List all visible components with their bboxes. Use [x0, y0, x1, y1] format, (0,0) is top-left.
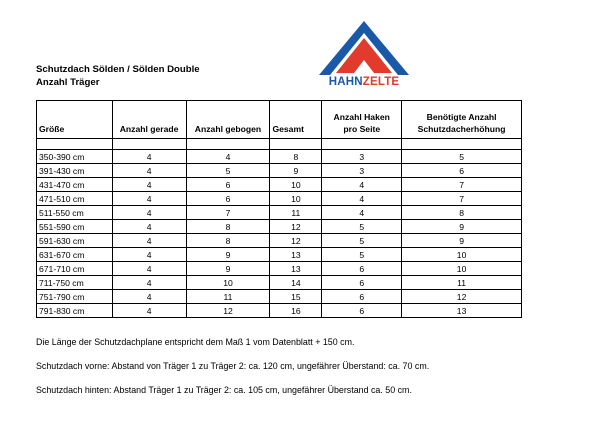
table-row: [37, 206, 522, 220]
cell-needed: 13: [402, 304, 522, 318]
cell-straight: 4: [112, 206, 186, 220]
spacer-cell: [270, 139, 322, 150]
cell-straight: 4: [112, 192, 186, 206]
cell-straight: 4: [112, 220, 186, 234]
table-header-row: [37, 101, 522, 139]
table-row: [37, 276, 522, 290]
header-total: Gesamt: [270, 101, 322, 139]
table-row: [37, 220, 522, 234]
cell-needed: 11: [402, 276, 522, 290]
cell-straight: 4: [112, 262, 186, 276]
cell-size: 751-790 cm: [37, 290, 113, 304]
cell-total: 9: [270, 164, 322, 178]
note-rear-roof: Schutzdach hinten: Abstand Träger 1 zu Träger 2: ca. 105 cm, ungefährer Überstand ca. 50 cm.: [36, 385, 412, 395]
cell-size: 711-750 cm: [37, 276, 113, 290]
table-row: [37, 178, 522, 192]
header-needed-line1: Benötigte Anzahl: [426, 112, 497, 122]
spacer-cell: [186, 139, 270, 150]
cell-bent: 6: [186, 178, 270, 192]
cell-bent: 10: [186, 276, 270, 290]
header-size: Größe: [37, 101, 113, 139]
table-row: [37, 150, 522, 164]
document-subtitle: Anzahl Träger: [36, 77, 100, 88]
cell-needed: 7: [402, 192, 522, 206]
document-title: Schutzdach Sölden / Sölden Double: [36, 64, 200, 75]
notes-section: [36, 336, 429, 408]
cell-straight: 4: [112, 248, 186, 262]
cell-straight: 4: [112, 178, 186, 192]
cell-bent: 11: [186, 290, 270, 304]
cell-total: 10: [270, 192, 322, 206]
table-row: [37, 234, 522, 248]
cell-bent: 7: [186, 206, 270, 220]
cell-straight: 4: [112, 164, 186, 178]
cell-needed: 9: [402, 220, 522, 234]
cell-hooks: 5: [322, 234, 402, 248]
cell-total: 12: [270, 234, 322, 248]
table-row: [37, 262, 522, 276]
cell-hooks: 5: [322, 220, 402, 234]
cell-total: 8: [270, 150, 322, 164]
cell-hooks: 6: [322, 290, 402, 304]
header-hooks: [322, 101, 402, 139]
cell-total: 13: [270, 248, 322, 262]
cell-bent: 8: [186, 220, 270, 234]
cell-total: 12: [270, 220, 322, 234]
table-row: [37, 304, 522, 318]
cell-bent: 4: [186, 150, 270, 164]
cell-total: 11: [270, 206, 322, 220]
cell-needed: 10: [402, 248, 522, 262]
cell-hooks: 4: [322, 178, 402, 192]
cell-size: 431-470 cm: [37, 178, 113, 192]
cell-hooks: 6: [322, 304, 402, 318]
hahnzelte-logo: [318, 20, 410, 98]
cell-size: 671-710 cm: [37, 262, 113, 276]
cell-hooks: 4: [322, 192, 402, 206]
cell-total: 13: [270, 262, 322, 276]
cell-hooks: 5: [322, 248, 402, 262]
cell-needed: 6: [402, 164, 522, 178]
header-needed-line2: Schutzdacherhöhung: [417, 124, 506, 134]
cell-bent: 6: [186, 192, 270, 206]
header-bent: Anzahl gebogen: [186, 101, 270, 139]
cell-size: 791-830 cm: [37, 304, 113, 318]
logo-wordmark-hahn: HAHN: [328, 76, 363, 88]
header-hooks-line1: Anzahl Haken: [333, 112, 390, 122]
note-front-roof: Schutzdach vorne: Abstand von Träger 1 zu Träger 2: ca. 120 cm, ungefährer Überstand: ca. 70 cm.: [36, 361, 430, 371]
cell-hooks: 3: [322, 164, 402, 178]
spacer-cell: [37, 139, 113, 150]
cell-needed: 12: [402, 290, 522, 304]
cell-size: 551-590 cm: [37, 220, 113, 234]
cell-size: 391-430 cm: [37, 164, 113, 178]
cell-straight: 4: [112, 304, 186, 318]
cell-bent: 5: [186, 164, 270, 178]
table-spacer-row: [37, 139, 522, 150]
cell-needed: 7: [402, 178, 522, 192]
tent-logo-icon: [318, 20, 410, 78]
logo-wordmark: [318, 76, 410, 88]
cell-total: 10: [270, 178, 322, 192]
carrier-count-table: [36, 100, 522, 318]
cell-hooks: 6: [322, 262, 402, 276]
cell-total: 15: [270, 290, 322, 304]
logo-wordmark-zelte: ZELTE: [362, 76, 400, 88]
cell-size: 591-630 cm: [37, 234, 113, 248]
spacer-cell: [112, 139, 186, 150]
cell-size: 350-390 cm: [37, 150, 113, 164]
cell-bent: 9: [186, 248, 270, 262]
cell-needed: 8: [402, 206, 522, 220]
cell-size: 631-670 cm: [37, 248, 113, 262]
cell-total: 14: [270, 276, 322, 290]
cell-needed: 10: [402, 262, 522, 276]
header-straight: Anzahl gerade: [112, 101, 186, 139]
header-hooks-line2: pro Seite: [343, 124, 381, 134]
table-row: [37, 290, 522, 304]
cell-hooks: 3: [322, 150, 402, 164]
cell-bent: 8: [186, 234, 270, 248]
cell-straight: 4: [112, 150, 186, 164]
header-needed: [402, 101, 522, 139]
cell-hooks: 4: [322, 206, 402, 220]
document-heading: [36, 63, 200, 89]
note-tarp-length: Die Länge der Schutzdachplane entspricht dem Maß 1 vom Datenblatt + 150 cm.: [36, 337, 355, 347]
cell-size: 471-510 cm: [37, 192, 113, 206]
cell-total: 16: [270, 304, 322, 318]
spacer-cell: [402, 139, 522, 150]
cell-straight: 4: [112, 276, 186, 290]
cell-needed: 5: [402, 150, 522, 164]
cell-hooks: 6: [322, 276, 402, 290]
cell-bent: 9: [186, 262, 270, 276]
table-row: [37, 192, 522, 206]
cell-needed: 9: [402, 234, 522, 248]
table-row: [37, 164, 522, 178]
cell-bent: 12: [186, 304, 270, 318]
cell-size: 511-550 cm: [37, 206, 113, 220]
cell-straight: 4: [112, 290, 186, 304]
cell-straight: 4: [112, 234, 186, 248]
table-row: [37, 248, 522, 262]
spacer-cell: [322, 139, 402, 150]
